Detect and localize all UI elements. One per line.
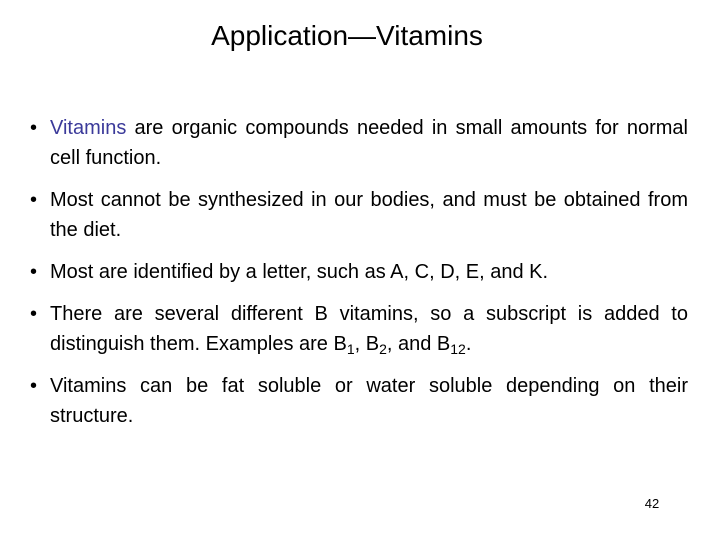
bullet-text: Vitamins can be fat soluble or water soluble depending on their structure. xyxy=(50,375,688,427)
bullet-icon: • xyxy=(30,261,38,283)
bullet-icon: • xyxy=(30,375,38,397)
bullet-item-vitamins-definition xyxy=(30,113,688,173)
bullet-item-solubility xyxy=(30,371,688,431)
subscript-value: 1 xyxy=(346,341,355,357)
bullet-item-diet xyxy=(30,185,688,245)
bullet-icon: • xyxy=(30,189,38,211)
bullet-icon: • xyxy=(30,303,38,325)
bullet-text: Most cannot be synthesized in our bodies, and must be obtained from the diet. xyxy=(50,189,688,241)
bullet-text-part: , B xyxy=(354,333,380,355)
bullet-item-b-vitamins xyxy=(30,299,688,359)
bullet-text: Most are identified by a letter, such as A, C, D, E, and K. xyxy=(50,261,549,283)
bullet-lead-term: Vitamins xyxy=(50,117,127,139)
bullet-icon: • xyxy=(30,117,38,139)
subscript-value: 2 xyxy=(379,341,387,357)
bullet-text-part: . xyxy=(465,333,472,355)
bullet-item-letters xyxy=(30,257,688,287)
slide-title: Application—Vitamins xyxy=(211,20,483,51)
page-number: 42 xyxy=(644,496,660,511)
bullet-text-part: , and B xyxy=(386,333,451,355)
bullet-text: are organic compounds needed in small amounts for normal cell function. xyxy=(50,117,688,169)
bullet-text-part: There are several different B vitamins, so a subscript is added to distinguish them. Examples are B xyxy=(50,303,688,355)
subscript-value: 12 xyxy=(450,341,466,357)
bullet-list xyxy=(30,113,688,443)
